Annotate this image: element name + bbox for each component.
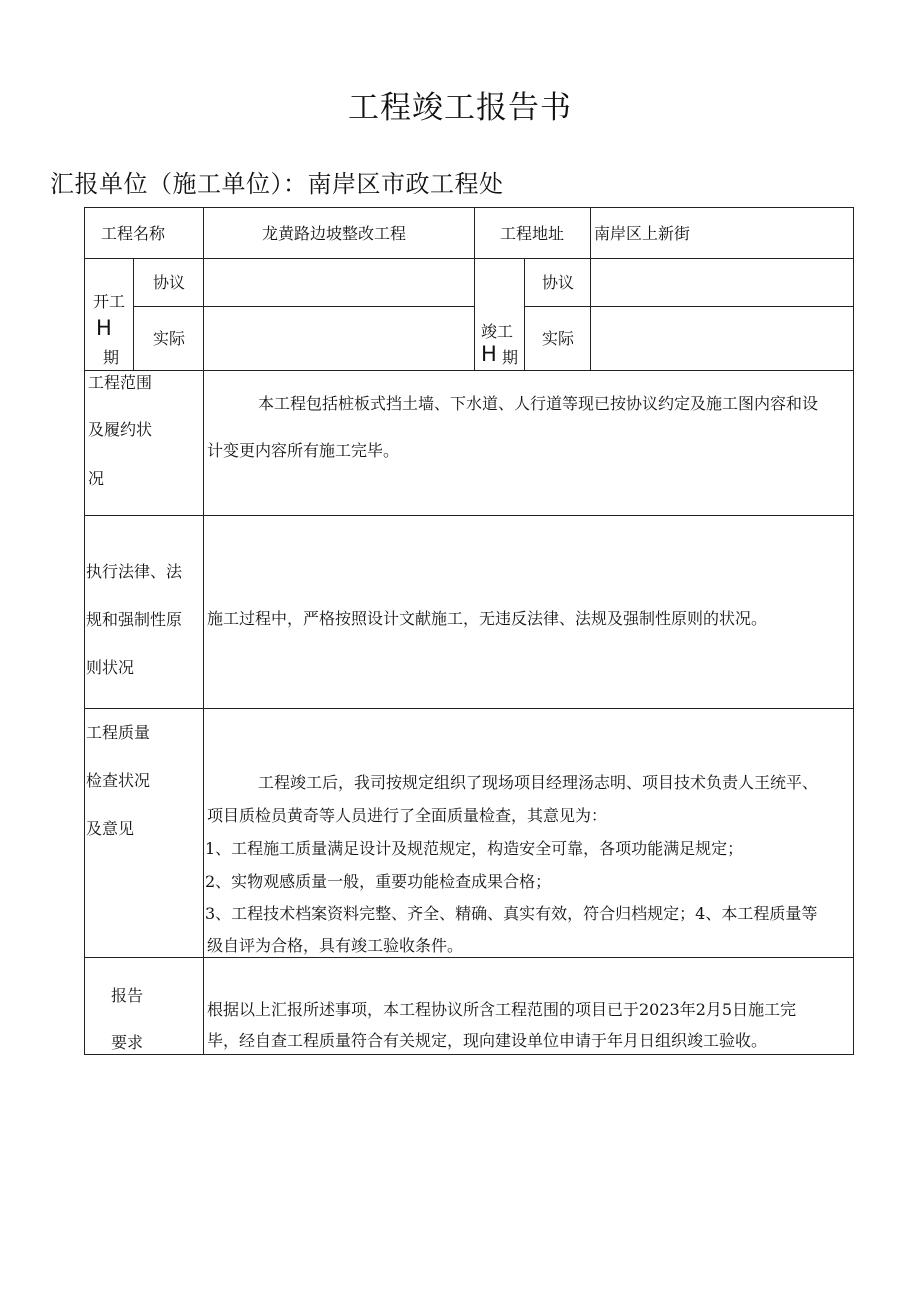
table-rule <box>84 515 854 516</box>
table-rule <box>474 207 475 370</box>
start-agreed-label: 协议 <box>153 273 186 292</box>
quality-text-6: 级自评为合格，具有竣工验收条件。 <box>207 936 464 955</box>
quality-text-2: 项目质检员黄奇等人员进行了全面质量检查，其意见为： <box>207 806 608 825</box>
scope-label-1: 工程范围 <box>88 373 153 392</box>
scope-label-2: 及履约状 <box>88 420 153 439</box>
report-label-1: 报告 <box>111 986 144 1005</box>
table-rule <box>524 306 854 307</box>
compliance-label-3: 则状况 <box>86 658 135 677</box>
table-rule <box>133 258 134 370</box>
table-rule <box>853 207 854 1055</box>
table-rule <box>203 207 204 1055</box>
start-actual-label: 实际 <box>153 329 186 348</box>
compliance-label-1: 执行法律、法 <box>86 562 183 581</box>
table-rule <box>84 1054 854 1055</box>
report-text-1: 根据以上汇报所述事项，本工程协议所含工程范围的项目已于2023年2月5日施工完 <box>207 1000 797 1019</box>
compliance-text: 施工过程中，严格按照设计文献施工，无违反法律、法规及强制性原则的状况。 <box>207 609 768 628</box>
report-label-2: 要求 <box>111 1033 144 1052</box>
table-rule <box>84 207 854 208</box>
scope-label-3: 况 <box>88 469 105 488</box>
scope-text-2: 计变更内容所有施工完毕。 <box>207 441 400 460</box>
quality-text-4: 2、实物观感质量一般，重要功能检查成果合格； <box>205 872 552 891</box>
table-rule <box>84 708 854 709</box>
table-rule <box>84 207 85 1055</box>
start-date-label-2: H <box>96 316 112 340</box>
quality-text-3: 1、工程施工质量满足设计及规范规定，构造安全可靠，各项功能满足规定； <box>205 839 744 858</box>
project-name-label: 工程名称 <box>101 224 166 243</box>
completion-actual-label: 实际 <box>542 329 575 348</box>
table-rule <box>590 207 591 258</box>
quality-label-3: 及意见 <box>86 819 135 838</box>
quality-label-1: 工程质量 <box>86 723 151 742</box>
completion-agreed-label: 协议 <box>542 273 575 292</box>
completion-date-label-1: 竣工 <box>481 322 514 341</box>
table-rule <box>84 370 854 371</box>
report-text-2: 毕，经自查工程质量符合有关规定，现向建设单位申请于年月日组织竣工验收。 <box>207 1031 768 1050</box>
compliance-label-2: 规和强制性原 <box>86 610 183 629</box>
project-name-value: 龙黄路边坡整改工程 <box>262 224 407 243</box>
table-rule <box>590 258 591 370</box>
quality-label-2: 检查状况 <box>86 771 151 790</box>
start-date-label-1: 开工 <box>93 292 126 311</box>
completion-date-label-2: H <box>481 342 497 366</box>
project-address-label: 工程地址 <box>500 224 565 243</box>
quality-text-1: 工程竣工后，我司按规定组织了现场项目经理汤志明、项目技术负责人王统平、 <box>258 773 819 792</box>
quality-text-5: 3、工程技术档案资料完整、齐全、精确、真实有效，符合归档规定；4、本工程质量等 <box>205 904 818 923</box>
reporter-value: 南岸区市政工程处 <box>307 170 504 198</box>
reporter-line <box>50 164 504 199</box>
table-rule <box>524 258 525 370</box>
scope-text-1: 本工程包括桩板式挡土墙、下水道、人行道等现已按协议约定及施工图内容和设 <box>258 394 819 413</box>
completion-date-label-3: 期 <box>502 348 519 367</box>
document-title: 工程竣工报告书 <box>348 90 572 126</box>
table-rule <box>133 306 474 307</box>
project-address-value: 南岸区上新街 <box>594 224 691 243</box>
table-rule <box>84 258 854 259</box>
reporter-label: 汇报单位（施工单位）： <box>50 170 308 198</box>
start-date-label-3: 期 <box>103 348 120 367</box>
table-rule <box>84 957 854 958</box>
